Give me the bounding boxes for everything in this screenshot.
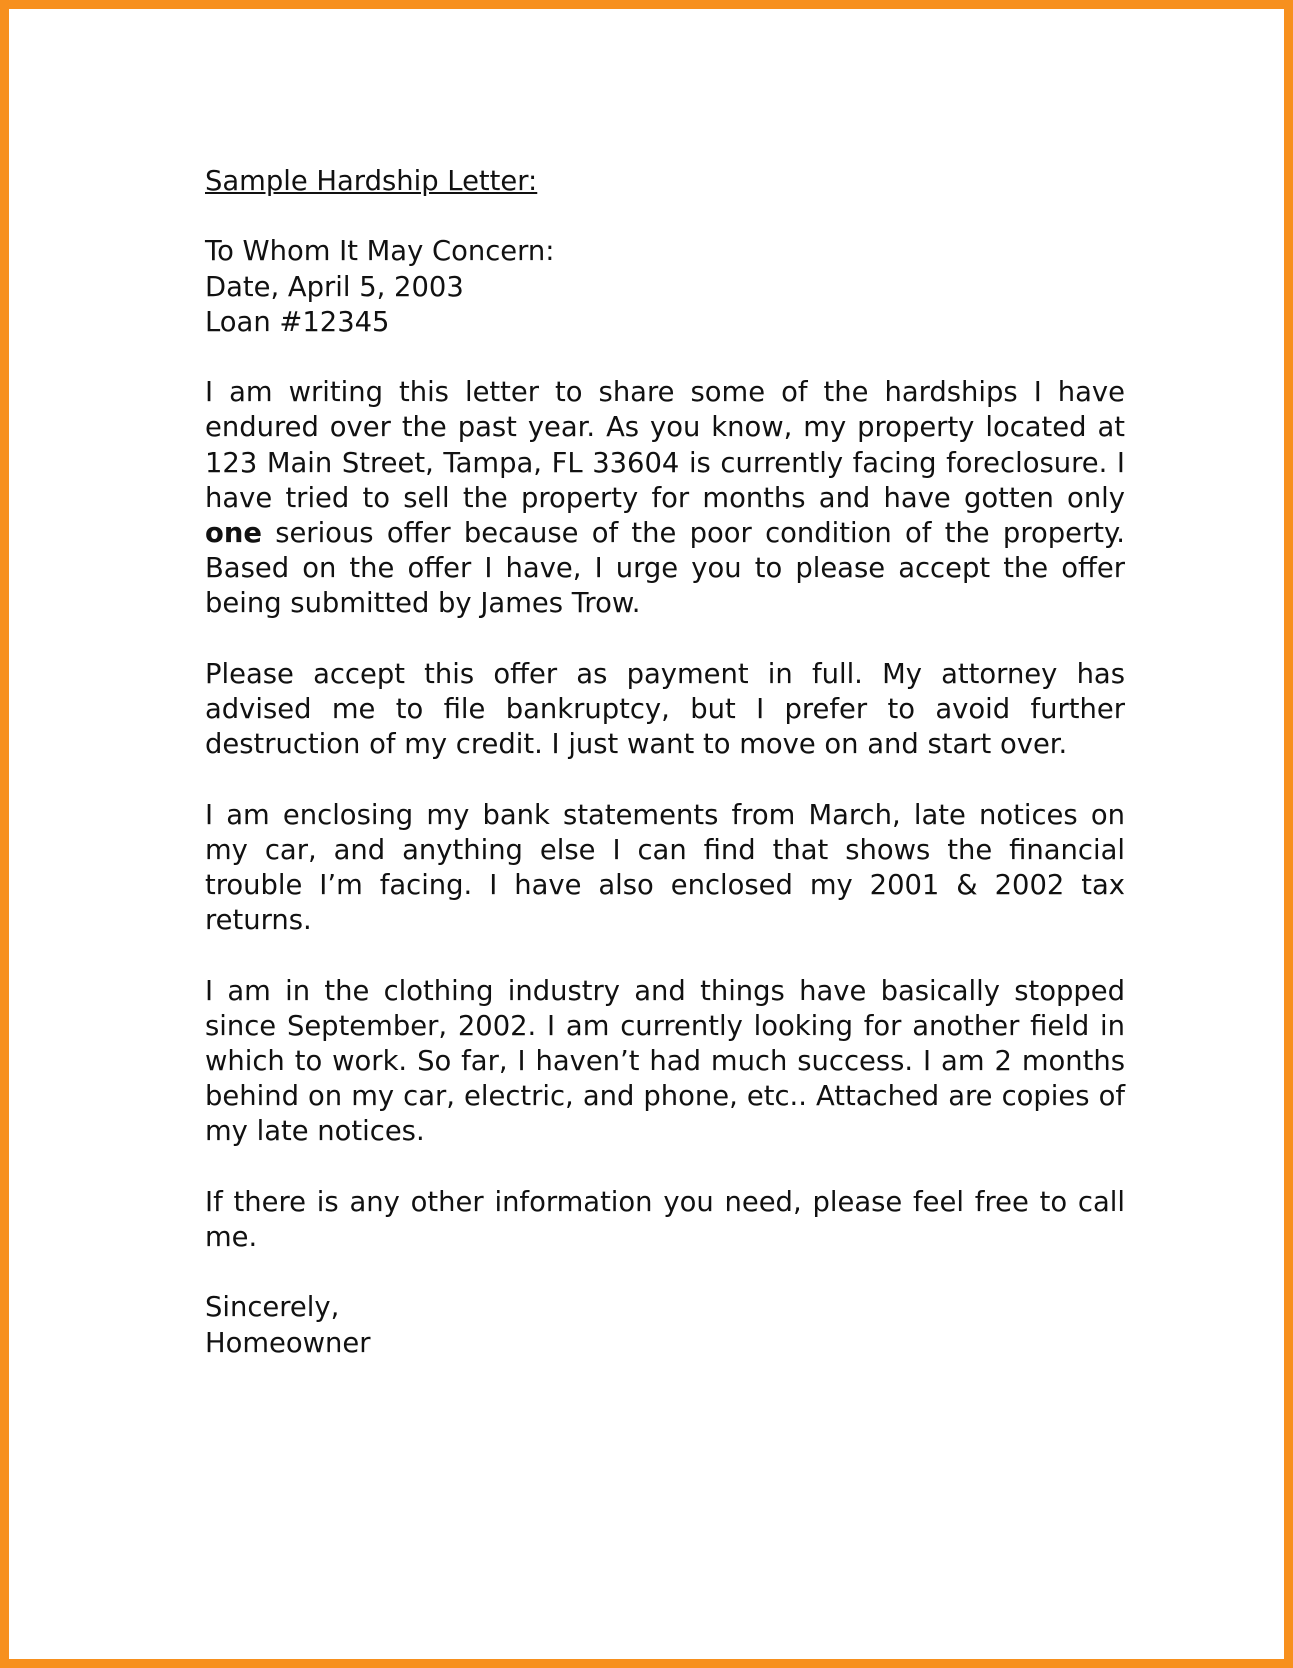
letter-body	[205, 164, 1125, 1361]
spacer	[205, 340, 1125, 375]
spacer	[205, 199, 1125, 234]
emphasis-one: one	[205, 518, 262, 549]
paragraph-hardships-text-start: I am writing this letter to share some of the hardships I have endured over the past year. As you know, my property located at 123 Main Street, Tampa, FL 33604 is currently facing foreclosure. I have tried to sell the property for months and have gotten only	[205, 377, 1125, 514]
spacer	[205, 1150, 1125, 1185]
closing: Sincerely,	[205, 1292, 340, 1324]
salutation: To Whom It May Concern:	[205, 236, 555, 268]
paragraph-hardships	[205, 375, 1125, 621]
spacer	[205, 938, 1125, 973]
letter-date: Date, April 5, 2003	[205, 271, 464, 303]
spacer	[205, 762, 1125, 797]
paragraph-enclosures: I am enclosing my bank statements from March, late notices on my car, and anything else I can find that shows the financial trouble I’m facing. I have also enclosed my 2001 & 2002 tax returns.	[205, 799, 1125, 937]
spacer	[205, 622, 1125, 657]
spacer	[205, 1255, 1125, 1290]
letter-title: Sample Hardship Letter:	[205, 166, 538, 197]
paragraph-employment: I am in the clothing industry and things have basically stopped since September, 2002. I am currently looking for another field in which to work. So far, I haven’t had much success. I am 2 months behind on my car, electric, and phone, etc.. Attached are copies of my late notices.	[205, 975, 1125, 1148]
paragraph-contact: If there is any other information you need, please feel free to call me.	[205, 1186, 1125, 1253]
paragraph-accept-offer: Please accept this offer as payment in full. My attorney has advised me to file bankruptcy, but I prefer to avoid further destruction of my credit. I just want to move on and start over.	[205, 658, 1125, 761]
paragraph-hardships-text-end: serious offer because of the poor condition of the property. Based on the offer I have, I urge you to please accept the offer being submitted by James Trow.	[205, 518, 1125, 620]
signature: Homeowner	[205, 1327, 371, 1359]
loan-number: Loan #12345	[205, 306, 390, 338]
